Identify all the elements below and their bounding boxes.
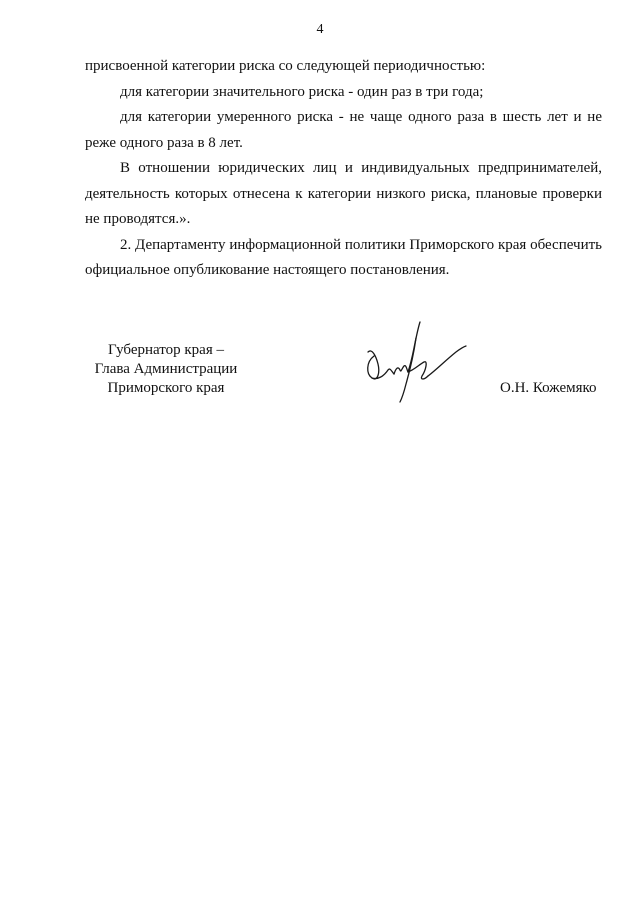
signatory-position	[70, 341, 262, 398]
paragraph-2: для категории значительного риска - один раз в три года;	[120, 83, 484, 100]
page-number: 4	[316, 22, 324, 37]
paragraph-1: присвоенной категории риска со следующей периодичностью:	[85, 58, 486, 74]
document-body	[85, 54, 602, 284]
position-line-1: Губернатор края –	[108, 342, 224, 358]
paragraph-3: для категории умеренного риска - не чаще одного раза в шесть лет и не реже одного раза в 8 лет.	[85, 109, 602, 151]
paragraph-4: В отношении юридических лиц и индивидуальных предпринимателей, деятельность которых отнесена к категории низкого риска, плановые проверки не проводятся.».	[85, 160, 602, 227]
position-line-3: Приморского края	[107, 380, 225, 396]
handwritten-signature	[358, 318, 468, 408]
paragraph-5: 2. Департаменту информационной политики Приморского края обеспечить официальное опубликование настоящего постановления.	[85, 236, 602, 278]
signer-name: О.Н. Кожемяко	[500, 380, 597, 396]
position-line-2: Глава Администрации	[94, 361, 238, 377]
